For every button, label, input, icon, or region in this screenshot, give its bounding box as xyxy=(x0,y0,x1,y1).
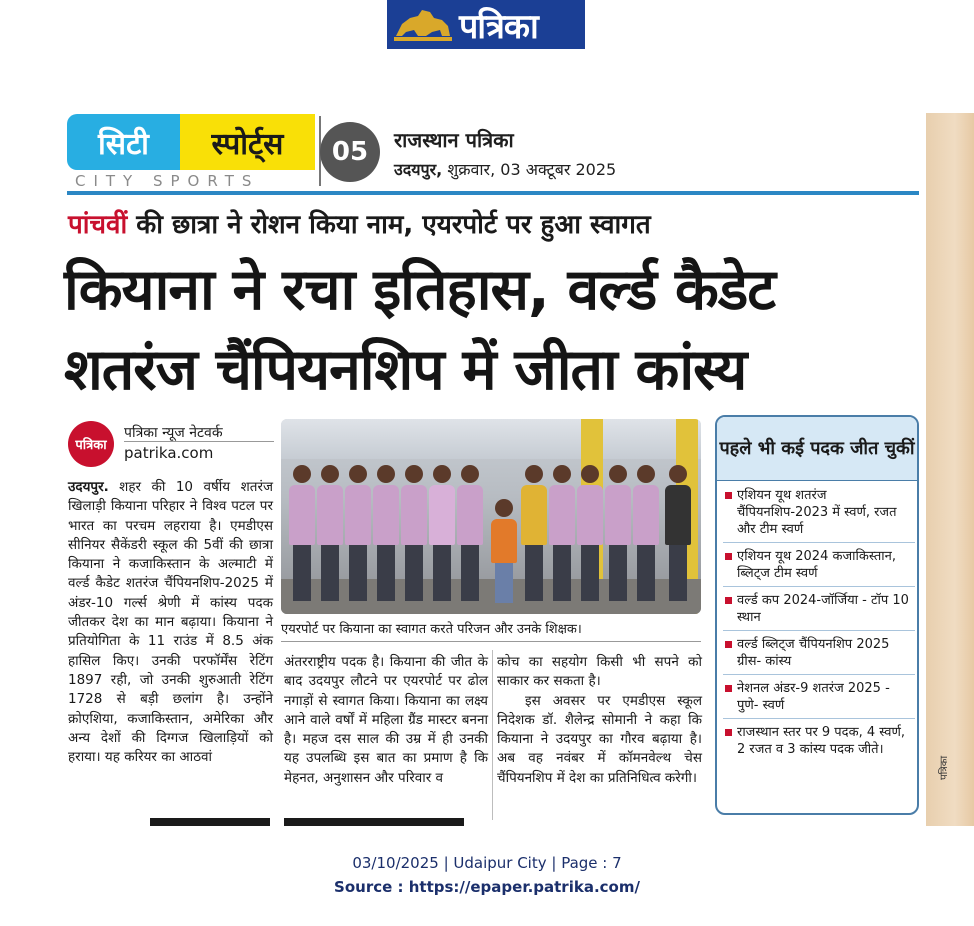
byline-name: पत्रिका न्यूज नेटवर्क xyxy=(124,425,223,441)
article-headline: कियाना ने रचा इतिहास, वर्ल्ड कैडेट शतरंज चैंपियनशिप में जीता कांस्य xyxy=(64,257,776,403)
kicker-highlight: पांचवीं xyxy=(68,210,128,240)
city-sports-badge xyxy=(67,114,315,170)
column-1-text: शहर की 10 वर्षीय शतरंज खिलाड़ी कियाना परिहार ने विश्व पटल पर भारत का परचम लहराया है। एमडीएस सीनियर सैकेंडरी स्कूल की 5वीं की छात्रा कियाना ने कजाकिस्तान के अल्माटी में वर्ल्ड कैडेट शतरंज चैंपियनशिप-2025 में अंडर-10 गर्ल्स श्रेणी में कांस्य पदक जीतकर देश का मान बढ़ाया। कियाना ने प्रतियोगिता के 11 राउंड में 8.5 अंक हासिल किए। उनकी परफॉर्मेंस रेटिंग 1897 रही, जो उनकी शुरुआती रेटिंग 1728 से बड़ी छलांग है। उन्होंने क्रोएशिया, कजाकिस्तान, अमेरिका और अन्य देशों की दिग्गज खिलाड़ियों को हराया। यह करियर का आठवां xyxy=(68,479,273,766)
clipped-text-edge xyxy=(284,818,464,826)
list-item xyxy=(723,592,915,631)
achievement-text: वर्ल्ड ब्लिट्ज चैंपियनशिप 2025 ग्रीस- कांस्य xyxy=(737,637,890,669)
byline-site-link[interactable]: patrika.com xyxy=(124,444,214,462)
logo-text: पत्रिका xyxy=(459,6,538,47)
list-item xyxy=(723,724,915,762)
photo-person xyxy=(457,465,483,605)
list-item xyxy=(723,548,915,587)
achievements-list xyxy=(723,487,915,767)
photo-credit: पत्रिका xyxy=(939,755,950,780)
edition-city: उदयपुर, xyxy=(394,160,443,179)
square-bullet-icon xyxy=(725,492,732,499)
byline xyxy=(68,417,273,469)
paper-name: राजस्थान पत्रिका xyxy=(394,128,514,152)
edition-day-date: शुक्रवार, 03 अक्टूबर 2025 xyxy=(442,160,617,179)
achievements-title: पहले भी कई पदक जीत चुकीं xyxy=(717,417,917,481)
article-column-1 xyxy=(68,478,273,767)
airport-welcome-photo xyxy=(281,419,701,614)
section-left-label: सिटी xyxy=(67,114,180,170)
photo-person xyxy=(633,465,659,605)
section-header xyxy=(67,114,919,196)
article-kicker xyxy=(68,205,651,241)
square-bullet-icon xyxy=(725,729,732,736)
achievement-text: एशियन यूथ शतरंज चैंपियनशिप-2023 में स्वर्ण, रजत और टीम स्वर्ण xyxy=(737,488,897,537)
list-item xyxy=(723,680,915,719)
photo-person xyxy=(373,465,399,605)
article-column-3 xyxy=(497,653,702,788)
achievements-box xyxy=(715,415,919,815)
photo-person xyxy=(665,465,691,605)
byline-logo: पत्रिका xyxy=(68,421,114,467)
section-right-label: स्पोर्ट्स xyxy=(180,114,315,170)
square-bullet-icon xyxy=(725,685,732,692)
achievement-text: नेशनल अंडर-9 शतरंज 2025 - पुणे- स्वर्ण xyxy=(737,681,890,713)
photo-person xyxy=(401,465,427,605)
page-number: 05 xyxy=(320,122,380,182)
lion-emblem-icon xyxy=(387,0,459,49)
header-rule xyxy=(67,191,919,195)
photo-person xyxy=(289,465,315,605)
column-3-paragraph-2: इस अवसर पर एमडीएस स्कूल निदेशक डॉ. शैलेन्द्र सोमानी ने कहा कि कियाना ने उदयपुर का गौरव बढ़ाया है। अब वह नवंबर में कॉमनवेल्थ चेस चैंपियनशिप में देश का प्रतिनिधित्व करेगी। xyxy=(497,692,702,786)
achievement-text: राजस्थान स्तर पर 9 पदक, 4 स्वर्ण, 2 रजत व 3 कांस्य पदक जीते। xyxy=(737,725,906,757)
photo-person xyxy=(521,465,547,605)
square-bullet-icon xyxy=(725,553,732,560)
adjacent-photo-strip xyxy=(926,113,974,826)
list-item xyxy=(723,487,915,543)
clip-info: 03/10/2025 | Udaipur City | Page : 7 xyxy=(352,854,622,872)
photo-person xyxy=(549,465,575,605)
achievement-text: एशियन यूथ 2024 कजाकिस्तान, ब्लिट्ज टीम स्वर्ण xyxy=(737,549,897,581)
photo-person xyxy=(577,465,603,605)
photo-person-child xyxy=(491,499,517,605)
photo-person xyxy=(345,465,371,605)
photo-caption: एयरपोर्ट पर कियाना का स्वागत करते परिजन और उनके शिक्षक। xyxy=(281,619,701,642)
byline-rule xyxy=(124,441,274,442)
source-link[interactable]: Source : https://epaper.patrika.com/ xyxy=(334,878,640,896)
square-bullet-icon xyxy=(725,641,732,648)
patrika-logo[interactable] xyxy=(387,0,585,49)
dateline: उदयपुर. xyxy=(68,479,109,495)
article-column-2: अंतरराष्ट्रीय पदक है। कियाना की जीत के बाद उदयपुर लौटने पर एयरपोर्ट पर ढोल नगाड़ों से स्वागत किया। कियाना का लक्ष्य आने वाले वर्षों में महिला ग्रैंड मास्टर बनना है। महज दस साल की उम्र में ही उनकी यह उपलब्धि इस बात का प्रमाण है कि मेहनत, अनुशासन और परिवार व xyxy=(284,654,488,786)
square-bullet-icon xyxy=(725,597,732,604)
list-item xyxy=(723,636,915,675)
photo-person xyxy=(605,465,631,605)
column-separator xyxy=(492,650,493,820)
section-sub-label: CITY SPORTS xyxy=(75,172,260,190)
achievement-text: वर्ल्ड कप 2024-जॉर्जिया - टॉप 10 स्थान xyxy=(737,593,909,625)
clipped-text-edge xyxy=(150,818,270,826)
column-3-paragraph-1: कोच का सहयोग किसी भी सपने को साकार कर सकता है। xyxy=(497,654,702,690)
edition-date xyxy=(394,158,616,180)
photo-ceiling xyxy=(281,419,701,459)
photo-person xyxy=(317,465,343,605)
photo-person xyxy=(429,465,455,605)
kicker-text: की छात्रा ने रोशन किया नाम, एयरपोर्ट पर हुआ स्वागत xyxy=(127,210,651,240)
